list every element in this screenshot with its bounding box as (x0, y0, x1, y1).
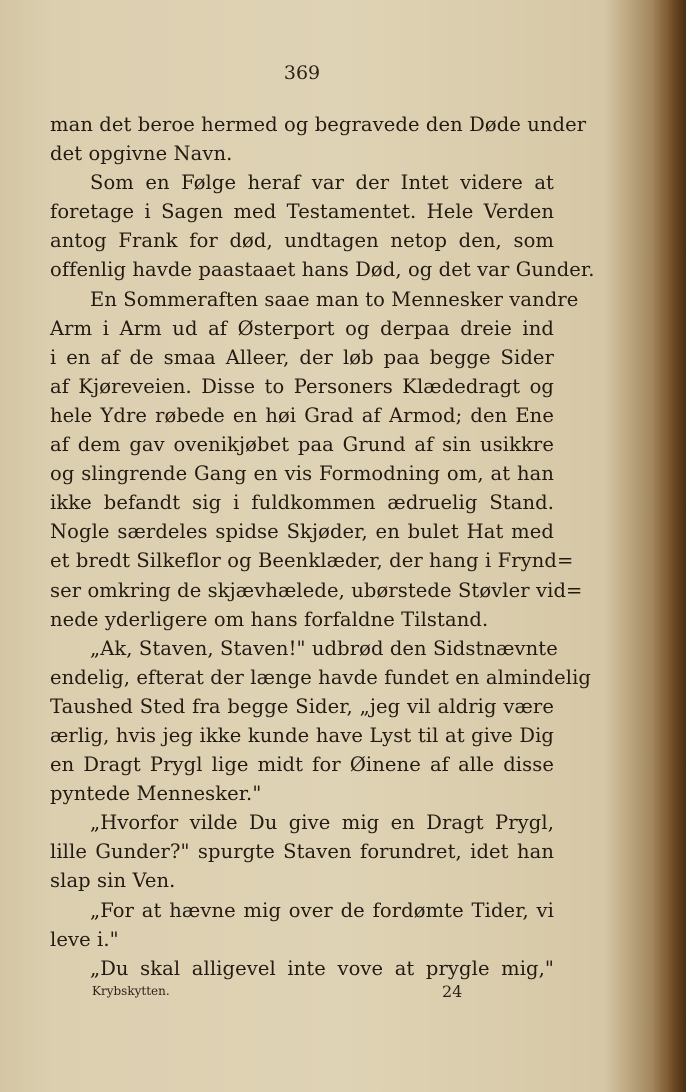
text-line: lille Gunder?" spurgte Staven forundret, idet han (50, 840, 554, 864)
text-line: man det beroe hermed og begravede den Døde under (50, 113, 587, 136)
text-line: antog Frank for død, undtagen netop den, som (50, 229, 554, 253)
text-line: hele Ydre røbede en høi Grad af Armod; den Ene (50, 403, 554, 427)
text-line: nede yderligere om hans forfaldne Tilstand. (50, 607, 489, 631)
text-line: Arm i Arm ud af Østerport og derpaa dreie ind (50, 316, 554, 340)
text-line: „Ak, Staven, Staven!" udbrød den Sidstnævnte (90, 636, 558, 660)
text-line: det opgivne Navn. (50, 142, 233, 166)
text-line: ærlig, hvis jeg ikke kunde have Lyst til at give Dig (50, 723, 554, 747)
text-line: af dem gav ovenikjøbet paa Grund af sin usikkre (50, 433, 554, 457)
text-line: „Du skal alligevel inte vove at prygle mig," (90, 956, 554, 980)
page-footer (92, 984, 472, 1004)
text-line: af Kjøreveien. Disse to Personers Klædedragt og (50, 374, 554, 398)
body-text (50, 110, 595, 983)
text-line: Nogle særdeles spidse Skjøder, en bulet Hat med (50, 520, 554, 544)
text-line: pyntede Mennesker." (50, 782, 262, 806)
text-line: En Sommeraften saae man to Mennesker vandre (90, 287, 579, 311)
text-line: ser omkring de skjævhælede, ubørstede Støvler vid= (50, 578, 583, 602)
text-line: „Hvorfor vilde Du give mig en Dragt Prygl, (90, 811, 554, 835)
text-line: en Dragt Prygl lige midt for Øinene af alle disse (50, 753, 554, 777)
text-line: endelig, efterat der længe havde fundet en almindelig (50, 665, 592, 689)
page-edge-shadow (652, 0, 686, 1092)
text-line: og slingrende Gang en vis Formodning om, at han (50, 462, 554, 486)
page-number: 369 (283, 62, 321, 84)
text-line: leve i." (50, 927, 119, 951)
text-line: offenlig havde paastaaet hans Død, og det var Gunder. (50, 258, 595, 282)
text-line: et bredt Silkeflor og Beenklæder, der hang i Frynd= (50, 549, 574, 573)
text-line: slap sin Ven. (50, 869, 176, 893)
text-line: „For at hævne mig over de fordømte Tider, vi (90, 898, 554, 922)
text-line: Taushed Sted fra begge Sider, „jeg vil aldrig være (50, 694, 554, 718)
text-line: i en af de smaa Alleer, der løb paa begge Sider (50, 345, 554, 369)
footer-sheet-number: 24 (442, 982, 463, 1001)
text-line: ikke befandt sig i fuldkommen ædruelig Stand. (50, 491, 554, 515)
text-line: Som en Følge heraf var der Intet videre at (90, 171, 554, 195)
text-line: foretage i Sagen med Testamentet. Hele Verden (50, 200, 554, 224)
footer-signature: Krybskytten. (92, 984, 170, 998)
